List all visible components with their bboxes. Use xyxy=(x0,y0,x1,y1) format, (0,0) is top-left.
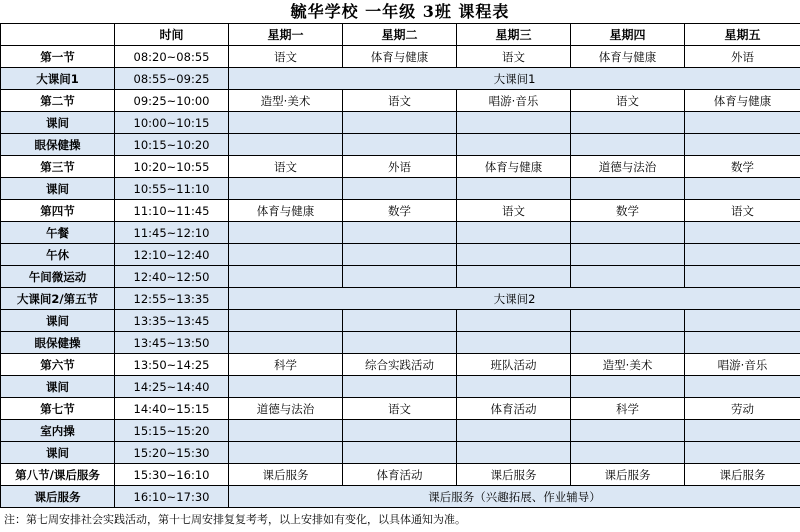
subject-cell xyxy=(343,112,457,134)
period-cell: 课间 xyxy=(1,310,115,332)
subject-cell: 课后服务 xyxy=(571,464,685,486)
table-row xyxy=(1,134,800,156)
period-cell: 眼保健操 xyxy=(1,332,115,354)
period-cell: 第八节/课后服务 xyxy=(1,464,115,486)
time-cell: 10:55~11:10 xyxy=(115,178,229,200)
table-row xyxy=(1,288,800,310)
footnote: 注：第七周安排社会实践活动，第十七周安排复复考考，以上安排如有变化，以具体通知为准。 xyxy=(4,513,466,526)
table-row xyxy=(1,442,800,464)
subject-cell xyxy=(343,134,457,156)
subject-cell: 综合实践活动 xyxy=(343,354,457,376)
header-cell-mon: 星期一 xyxy=(229,24,343,46)
subject-cell: 语文 xyxy=(685,200,800,222)
subject-cell xyxy=(571,376,685,398)
subject-cell xyxy=(571,134,685,156)
table-row xyxy=(1,46,800,68)
subject-cell: 数学 xyxy=(571,200,685,222)
subject-cell: 语文 xyxy=(229,156,343,178)
subject-cell xyxy=(229,266,343,288)
period-cell: 课间 xyxy=(1,376,115,398)
table-row xyxy=(1,200,800,222)
subject-cell xyxy=(457,244,571,266)
subject-cell: 语文 xyxy=(571,90,685,112)
subject-cell: 外语 xyxy=(343,156,457,178)
subject-cell xyxy=(571,266,685,288)
subject-cell xyxy=(457,332,571,354)
period-cell: 午间微运动 xyxy=(1,266,115,288)
subject-cell: 科学 xyxy=(571,398,685,420)
subject-cell xyxy=(229,222,343,244)
table-row xyxy=(1,398,800,420)
period-cell: 课间 xyxy=(1,178,115,200)
table-row xyxy=(1,266,800,288)
subject-cell xyxy=(571,332,685,354)
header-cell-tue: 星期二 xyxy=(343,24,457,46)
subject-cell: 数学 xyxy=(685,156,800,178)
period-cell: 第一节 xyxy=(1,46,115,68)
subject-cell: 唱游·音乐 xyxy=(685,354,800,376)
time-cell: 09:25~10:00 xyxy=(115,90,229,112)
subject-cell: 体育与健康 xyxy=(343,46,457,68)
subject-cell: 数学 xyxy=(343,200,457,222)
period-cell: 大课间2/第五节 xyxy=(1,288,115,310)
subject-cell: 课后服务 xyxy=(457,464,571,486)
table-row xyxy=(1,178,800,200)
header-cell-time: 时间 xyxy=(115,24,229,46)
time-cell: 12:10~12:40 xyxy=(115,244,229,266)
subject-cell xyxy=(343,222,457,244)
table-row xyxy=(1,68,800,90)
subject-cell xyxy=(229,178,343,200)
subject-cell xyxy=(571,310,685,332)
subject-cell xyxy=(343,420,457,442)
subject-cell xyxy=(343,310,457,332)
subject-cell xyxy=(229,376,343,398)
subject-cell xyxy=(343,266,457,288)
period-cell: 午餐 xyxy=(1,222,115,244)
subject-cell xyxy=(457,134,571,156)
subject-cell: 科学 xyxy=(229,354,343,376)
subject-cell xyxy=(457,310,571,332)
subject-cell xyxy=(685,112,800,134)
subject-cell: 劳动 xyxy=(685,398,800,420)
subject-cell: 班队活动 xyxy=(457,354,571,376)
subject-cell: 造型·美术 xyxy=(571,354,685,376)
subject-cell xyxy=(343,376,457,398)
table-row xyxy=(1,222,800,244)
header-cell-fri: 星期五 xyxy=(685,24,800,46)
subject-cell xyxy=(457,222,571,244)
subject-cell xyxy=(343,178,457,200)
time-cell: 15:15~15:20 xyxy=(115,420,229,442)
subject-cell xyxy=(571,442,685,464)
period-cell: 第三节 xyxy=(1,156,115,178)
subject-cell xyxy=(457,266,571,288)
subject-cell xyxy=(685,442,800,464)
subject-cell xyxy=(457,376,571,398)
subject-cell: 语文 xyxy=(229,46,343,68)
subject-cell xyxy=(685,178,800,200)
subject-cell xyxy=(229,420,343,442)
period-cell: 午休 xyxy=(1,244,115,266)
subject-cell xyxy=(229,332,343,354)
subject-cell xyxy=(685,222,800,244)
table-row xyxy=(1,464,800,486)
subject-cell xyxy=(571,222,685,244)
table-row xyxy=(1,244,800,266)
subject-cell xyxy=(685,310,800,332)
subject-cell: 体育活动 xyxy=(457,398,571,420)
page-title: 毓华学校 一年级 3班 课程表 xyxy=(290,2,510,21)
time-cell: 15:30~16:10 xyxy=(115,464,229,486)
subject-cell: 语文 xyxy=(457,200,571,222)
subject-cell: 体育与健康 xyxy=(229,200,343,222)
subject-cell xyxy=(457,178,571,200)
header-cell-thu: 星期四 xyxy=(571,24,685,46)
time-cell: 12:55~13:35 xyxy=(115,288,229,310)
time-cell: 14:40~15:15 xyxy=(115,398,229,420)
time-cell: 14:25~14:40 xyxy=(115,376,229,398)
subject-cell: 体育与健康 xyxy=(457,156,571,178)
period-cell: 第二节 xyxy=(1,90,115,112)
subject-cell xyxy=(685,376,800,398)
subject-cell xyxy=(685,420,800,442)
subject-cell: 唱游·音乐 xyxy=(457,90,571,112)
table-row xyxy=(1,332,800,354)
time-cell: 10:00~10:15 xyxy=(115,112,229,134)
subject-cell xyxy=(343,442,457,464)
time-cell: 10:15~10:20 xyxy=(115,134,229,156)
subject-cell: 体育与健康 xyxy=(571,46,685,68)
time-cell: 15:20~15:30 xyxy=(115,442,229,464)
period-cell: 课间 xyxy=(1,442,115,464)
subject-cell: 语文 xyxy=(343,90,457,112)
header-row xyxy=(1,24,800,46)
subject-cell: 课后服务 xyxy=(685,464,800,486)
subject-cell xyxy=(571,112,685,134)
period-cell: 第四节 xyxy=(1,200,115,222)
time-cell: 11:10~11:45 xyxy=(115,200,229,222)
table-row xyxy=(1,156,800,178)
time-cell: 11:45~12:10 xyxy=(115,222,229,244)
subject-cell xyxy=(457,112,571,134)
period-cell: 室内操 xyxy=(1,420,115,442)
subject-cell: 课后服务 xyxy=(229,464,343,486)
time-cell: 08:55~09:25 xyxy=(115,68,229,90)
time-cell: 13:35~13:45 xyxy=(115,310,229,332)
merged-cell: 大课间2 xyxy=(229,288,800,310)
subject-cell xyxy=(571,244,685,266)
subject-cell xyxy=(685,266,800,288)
table-row xyxy=(1,420,800,442)
subject-cell xyxy=(571,178,685,200)
table-row xyxy=(1,376,800,398)
subject-cell: 体育活动 xyxy=(343,464,457,486)
timetable-body xyxy=(1,46,800,508)
subject-cell xyxy=(229,244,343,266)
subject-cell xyxy=(457,442,571,464)
table-row xyxy=(1,310,800,332)
period-cell: 眼保健操 xyxy=(1,134,115,156)
table-row xyxy=(1,354,800,376)
subject-cell xyxy=(457,420,571,442)
period-cell: 大课间1 xyxy=(1,68,115,90)
subject-cell xyxy=(229,310,343,332)
time-cell: 16:10~17:30 xyxy=(115,486,229,508)
time-cell: 12:40~12:50 xyxy=(115,266,229,288)
period-cell: 课间 xyxy=(1,112,115,134)
subject-cell xyxy=(571,420,685,442)
subject-cell xyxy=(229,112,343,134)
merged-cell: 课后服务（兴趣拓展、作业辅导） xyxy=(229,486,800,508)
table-row xyxy=(1,112,800,134)
period-cell: 第七节 xyxy=(1,398,115,420)
subject-cell xyxy=(229,134,343,156)
subject-cell xyxy=(685,134,800,156)
subject-cell: 道德与法治 xyxy=(229,398,343,420)
table-row xyxy=(1,486,800,508)
subject-cell xyxy=(343,244,457,266)
header-cell-wed: 星期三 xyxy=(457,24,571,46)
header-cell-period xyxy=(1,24,115,46)
subject-cell xyxy=(685,244,800,266)
time-cell: 13:50~14:25 xyxy=(115,354,229,376)
time-cell: 13:45~13:50 xyxy=(115,332,229,354)
subject-cell: 体育与健康 xyxy=(685,90,800,112)
time-cell: 10:20~10:55 xyxy=(115,156,229,178)
period-cell: 课后服务 xyxy=(1,486,115,508)
table-row xyxy=(1,90,800,112)
subject-cell: 语文 xyxy=(457,46,571,68)
period-cell: 第六节 xyxy=(1,354,115,376)
timetable xyxy=(0,23,800,508)
subject-cell: 道德与法治 xyxy=(571,156,685,178)
subject-cell: 外语 xyxy=(685,46,800,68)
subject-cell xyxy=(229,442,343,464)
time-cell: 08:20~08:55 xyxy=(115,46,229,68)
merged-cell: 大课间1 xyxy=(229,68,800,90)
subject-cell xyxy=(685,332,800,354)
subject-cell xyxy=(343,332,457,354)
subject-cell: 造型·美术 xyxy=(229,90,343,112)
subject-cell: 语文 xyxy=(343,398,457,420)
